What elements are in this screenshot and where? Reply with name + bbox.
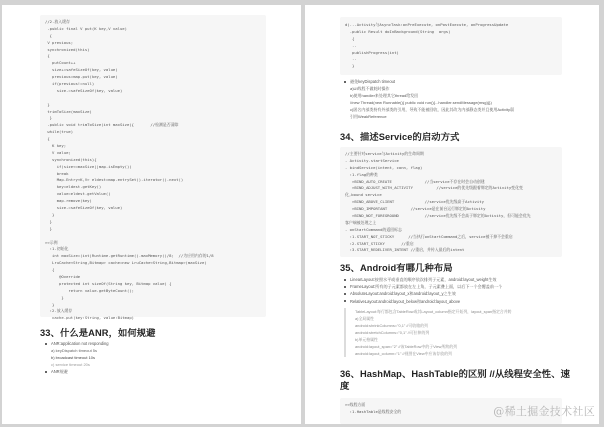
code-line: size+=safeSizeOf(key, value) — [45, 67, 118, 73]
heading-36-line1: 36、HashMap、HashTable的区别 //从线程安全性、速 — [340, 369, 571, 379]
section-heading-35: 35、Android有哪几种布局 — [340, 263, 453, 273]
code-line: } — [45, 218, 53, 224]
code-line: putCount++ — [45, 60, 76, 66]
code-line: :2.START_STICKY //重启 — [345, 240, 414, 246]
code-line: :3.START_REDELIVER_INTENT //重启，并传入最后的intent — [345, 247, 465, 253]
code-line: .. — [345, 56, 357, 62]
code-line: if(size<=maxSize||map.isEmpty()) — [45, 163, 132, 169]
code-line: 化,bound service — [345, 192, 382, 198]
code-line: //主要针对service与Activity的生命周期 — [345, 151, 424, 156]
tablelayout-quote — [344, 308, 512, 357]
bullet-framelayout: FrameLayout:所有的子元素都放在左上角，子元素叠上面，以后下一个会覆盖前一个 — [342, 283, 502, 290]
code-line: :1.HashTable是线程安全的 — [345, 408, 402, 414]
code-line: .. — [345, 42, 357, 48]
quote-line: b)单元格属性 — [355, 337, 378, 342]
code-line: size-=safeSizeOf(key, value) — [45, 87, 123, 93]
code-line: map.remove(key) — [45, 198, 92, 204]
code-line: trimToSize(maxSize) — [45, 108, 92, 114]
code-line: >BIND_ADJUST_WITH_ACTIVITY //service的优先级跟着绑定的Activity变化变 — [345, 185, 523, 191]
anr-avoid-details — [350, 85, 514, 120]
code-line: previous=map.put(key, value) — [45, 74, 118, 80]
code-line: - onStartCommand的返回标志 — [345, 226, 402, 232]
code-block-lrucache — [40, 15, 266, 321]
anr-sub-item: c) service timeout 20s — [51, 362, 90, 368]
code-line: synchronized(this){ — [45, 156, 97, 162]
heading-36-line2: 度 — [340, 381, 350, 391]
document-page-right — [305, 5, 599, 424]
code-line: } — [345, 63, 355, 69]
layout-bullet-list — [342, 276, 502, 305]
code-line: LruCache<String,Bitmap> cache=new LruCache<String,Bitmap>(maxSize) — [45, 260, 207, 266]
quote-line: android:layout_span="2" //该TableRow中的子View所跨的列 — [355, 344, 458, 349]
code-line: if(previous!=null) — [45, 81, 95, 87]
quote-line: android:layout_column="1" //视图在View中应该存放的列 — [355, 351, 452, 356]
code-line: :1.初始化 — [45, 246, 69, 252]
code-line: K key; — [45, 143, 67, 149]
code-line: { — [345, 35, 355, 41]
code-line: >BIND_AUTO_CREATE //当service不存在时会自动创建 — [345, 178, 485, 184]
code-line: Map.Entry<K,V> eldest=map.entrySet().iterator().next() — [45, 177, 184, 183]
code-line: { — [45, 32, 53, 38]
code-line: >BIND_NOT_FOREGROUND //service优先级不会高于绑定的Activity，但可能会优先 — [345, 213, 531, 219]
code-line: } — [45, 115, 53, 121]
code-line: -public Result doInBackground(String args) — [345, 28, 451, 34]
quote-line: android:stretchColumns="0,1" //可拉伸的列 — [355, 330, 430, 335]
watermark: @稀土掘金技术社区 — [493, 405, 595, 418]
code-line: - bindService(intent, conn, flag) — [345, 164, 423, 170]
code-line: size-=safeSizeOf(key, value) — [45, 205, 123, 211]
code-line: -public void trimToSize(int maxSize){ //检测是否清除 — [45, 122, 179, 128]
code-line: value=eldest.getValue() — [45, 191, 111, 197]
avoid-line: //new Thread(new Runnable(){ public void run(){...handler.sendMessage(msg)}}) — [350, 100, 492, 106]
code-line: :2.放入缓存 — [45, 308, 73, 314]
avoid-line: b)使用handler来处理其它thread给发回 — [350, 93, 419, 99]
code-line: V value; — [45, 149, 71, 155]
code-line: { — [45, 267, 55, 273]
code-block-service — [340, 147, 562, 257]
code-line — [45, 233, 261, 240]
code-line: key=eldest.getKey() — [45, 184, 102, 190]
code-line: publishProgress(int) — [345, 49, 399, 55]
code-line: { — [45, 136, 50, 142]
code-line: } — [45, 301, 55, 307]
code-line: { — [45, 53, 50, 59]
code-line: break — [45, 170, 69, 176]
code-line: @Override — [45, 273, 81, 279]
code-line: 客户端被处理之上 — [345, 219, 377, 225]
quote-line: a)全局属性 — [355, 316, 375, 321]
code-line: >BIND_IMPORTANT //service是在前台运行绑定的Activity — [345, 206, 486, 212]
code-line: V previous; — [45, 39, 74, 45]
avoid-line: c)匿名内部类持有外部类的引用，导致不能被回收，因此其改为内部静态类并且使用Activity弱 — [350, 107, 514, 113]
code-line: synchronized(this) — [45, 46, 90, 52]
avoid-line: a)UI线程不做耗时操作 — [350, 86, 390, 91]
quote-line: android:shrinkColumns="0,1" //可收缩的列 — [355, 323, 428, 328]
section-heading-36 — [340, 368, 570, 392]
code-line: cache.put(key:String, value:Bitmap) — [45, 315, 135, 321]
code-line — [45, 95, 261, 102]
code-block-asynctask — [340, 17, 562, 75]
anr-timeout-list — [51, 347, 97, 368]
document-page-left — [2, 5, 301, 424]
anr-sub-item: b) broadcast timeout 10s — [51, 355, 96, 361]
section-heading-33: 33、什么是ANR，如何规避 — [40, 328, 156, 338]
anr-sub-item: a) keyDispatch timeout 5s — [51, 348, 98, 353]
bullet-linearlayout: LinearLayout:按照水平或垂直的顺序依次排列子元素，android:layout_weight生效 — [342, 276, 502, 283]
code-line: d)...Activity与AsyncTask:onPreExecute, onPostExecute, onProgressUpdate — [345, 22, 509, 27]
avoid-line: 引用WeakReference — [350, 114, 387, 120]
bullet-anr-avoid: ANR规避 — [43, 368, 68, 375]
code-line: protected int sizeOf(String key, Bitmap value) { — [45, 280, 172, 286]
code-line: } — [45, 101, 50, 107]
anr-bullet-list-2 — [43, 368, 68, 375]
bullet-anr-definition: ANR:application not responding — [43, 340, 109, 347]
code-line: int maxSize=(int)Runtime.getRuntime().maxMemory()/8; //为应用内存的1/8 — [45, 253, 214, 259]
bullet-relativelayout: RelativeLayout:android:layout_below和android:layout_above — [342, 298, 502, 305]
section-heading-34: 34、描述Service的启动方式 — [340, 132, 460, 142]
code-line: >>示例 — [45, 239, 58, 245]
code-line: return value.getByteCount(); — [45, 287, 135, 293]
code-line: :1.START_NOT_STICKY //当执行onStartCommand之后，service被干掉不会重启 — [345, 233, 513, 239]
quote-line: TableLayout:每行都包含TableRow或其Layout_column指定开始列，layout_span指定合并跨 — [355, 309, 512, 314]
code-line: - Activity.startService — [345, 157, 399, 163]
code-line: -public final V put(K key,V value) — [45, 25, 127, 31]
bullet-absolutelayout: AbsoluteLayout:android:layout_x和android:layout_y之生效 — [342, 290, 502, 297]
code-line: >>线程方面 — [345, 402, 366, 407]
code-line: :1.flag的种类 — [345, 171, 378, 177]
code-line: //2.放入缓存 — [45, 19, 70, 24]
code-line: >BIND_ABOVE_CLIENT //service优先级高于Activity — [345, 199, 484, 205]
code-line: } — [45, 294, 64, 300]
code-line: } — [45, 225, 53, 231]
code-line: } — [45, 211, 55, 217]
bullet-avoid-keydispatch: 避免keyDispatch timeout — [342, 78, 395, 85]
code-line: while(true) — [45, 129, 74, 135]
